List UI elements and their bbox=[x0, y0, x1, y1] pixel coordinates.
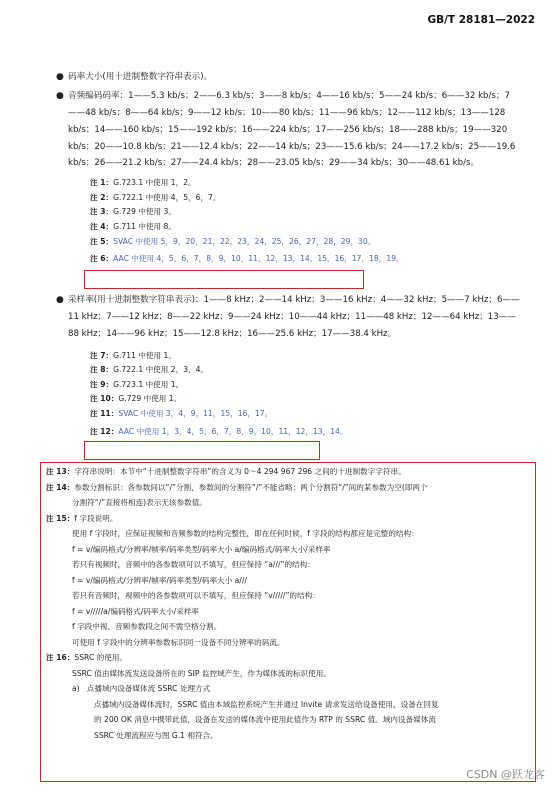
note-7: 注 7：G.711 中使用 1。 bbox=[90, 350, 176, 360]
note-11: 注 11：SVAC 中使用 3，4，9，11，15，16，17。 bbox=[90, 408, 273, 418]
f-field-format-audio: f = v/////a/编码格式/码率大小/采样率 bbox=[72, 606, 200, 616]
standard-number: GB/T 28181—2022 bbox=[427, 14, 535, 26]
rate-notes bbox=[56, 349, 526, 440]
item-a-line-3: SSRC 处理流程应与图 G.1 相符合。 bbox=[94, 730, 218, 740]
note-14: 注 14：参数分割标识：各参数间以“/”分割，参数间的分割符“/”不能省略；两个分割符“/”间的某参数为空(即两个 bbox=[46, 482, 428, 492]
note-13: 注 13：字符串说明：本节中“十进制整数字符串”的含义为 0～4 294 967 296 之间的十进制数字字符串。 bbox=[46, 467, 406, 476]
note-15: 注 15：f 字段说明。 bbox=[46, 513, 118, 523]
no-space-rule: f 字段中视、音频参数段之间不需空格分割。 bbox=[72, 622, 222, 631]
highlight-box-note-12 bbox=[84, 441, 320, 460]
f-field-intro: 使用 f 字段时，应保证视频和音频参数的结构完整性，即在任何时候，f 字段的结构都应是完整的结构： bbox=[72, 529, 419, 538]
bullet-icon: ● bbox=[56, 91, 64, 102]
note-5: 注 5：SVAC 中使用 5，9，20，21，22，23，24，25，26，27，28，29，30。 bbox=[90, 236, 376, 246]
highlight-box-note-6 bbox=[84, 270, 364, 289]
bullet-icon: ● bbox=[56, 72, 64, 82]
note-12: 注 12：AAC 中使用 1，3，4，5，6，7，8，9，10，11，12，13，14。 bbox=[90, 426, 348, 436]
note-10: 注 10：G.729 中使用 1。 bbox=[90, 394, 182, 404]
note-8: 注 8：G.722.1 中使用 2，3，4。 bbox=[90, 365, 209, 375]
lower-notes bbox=[46, 464, 532, 743]
audio-notes bbox=[56, 176, 526, 267]
note-6: 注 6：AAC 中使用 4，5，6，7，8，9，10，11，12，13，14，15，16，17，18，19。 bbox=[90, 254, 404, 264]
item-a: a) 点播域内设备媒体流 SSRC 处理方式 bbox=[72, 684, 211, 693]
sampling-section bbox=[56, 292, 526, 439]
f-field-format-video: f = v/编码格式/分辨率/帧率/码率类型/码率大小 a/// bbox=[72, 575, 247, 585]
bullet-icon: ● bbox=[56, 295, 64, 305]
f-field-format-full: f = v/编码格式/分辨率/帧率/码率类型/码率大小 a/编码格式/码率大小/采样率 bbox=[72, 544, 331, 554]
video-only-rule: 若只有视频时，音频中的各参数项可以不填写，但应保持 “a///”的结构： bbox=[72, 560, 315, 569]
note-2: 注 2：G.722.1 中使用 4，5，6，7。 bbox=[90, 192, 221, 202]
note-3: 注 3：G.729 中使用 3。 bbox=[90, 207, 176, 217]
note-1: 注 1：G.723.1 中使用 1，2。 bbox=[90, 178, 196, 188]
bullet-audio-bitrate: ● 音频编码码率：1——5.3 kb/s；2——6.3 kb/s；3——8 kb/s；4——16 kb/s；5——24 kb/s；6——32 kb/s；7——48 kb/s；8——64 kb/s；9——12 kb/s；10——80 kb/s；11——96 kb/s；12——112 kb/s；13——128 kb/s；14——160 kb/s；15——192 kb/s；16——224 kb/s；17——256 kb/s；18——288 kb/s；19——320 kb/s；20——10.8 kb/s；21——12.4 kb/s；22——14 kb/s；23——15.6 kb/s；24——17.2 kb/s；25——19.6 kb/s；26——21.2 kb/s；27——24.4 kb/s；28——23.05 kb/s；29——34 kb/s；30——48.61 kb/s。 bbox=[56, 88, 526, 172]
csdn-watermark: CSDN @跃龙客 bbox=[466, 768, 545, 781]
note-16: 注 16：SSRC 的使用。 bbox=[46, 653, 128, 662]
note-4: 注 4：G.711 中使用 8。 bbox=[90, 221, 176, 231]
bullet-sampling-rate: ● 采样率(用十进制整数字符串表示)：1——8 kHz；2——14 kHz；3——16 kHz；4——32 kHz；5——7 kHz；6——11 kHz；7——12 kHz；8——22 kHz；9——24 kHz；10——44 kHz；11——48 kHz；12——64 kHz；13——88 kHz；14——96 kHz；15——12.8 kHz；16——25.6 kHz；17——38.4 kHz。 bbox=[56, 292, 526, 344]
note-14-cont: 分割符“/”直接将相连)表示无该参数值。 bbox=[72, 498, 207, 507]
ssrc-origin: SSRC 值由媒体流发送设备所在的 SIP 监控域产生，作为媒体流的标识使用。 bbox=[72, 668, 331, 678]
note-9: 注 9：G.723.1 中使用 1。 bbox=[90, 379, 184, 389]
item-a-line-2: 的 200 OK 消息中携带此值，设备在发送的媒体流中使用此值作为 RTP 的 SSRC 值。域内设备媒体流 bbox=[94, 715, 436, 724]
audio-only-rule: 若只有音频时，视频中的各参数项可以不填写，但应保持 “v/////”的结构： bbox=[72, 591, 320, 600]
item-a-line-1: 点播域内设备媒体流时，SSRC 值由本域监控系统产生并通过 Invite 请求发送给设备使用，设备在回复 bbox=[94, 699, 439, 709]
bullet-bitrate-size: ● 码率大小(用十进制整数字符串表示)。 bbox=[56, 70, 526, 84]
resolution-rule: 可使用 f 字段中的分辨率参数标识同一设备不同分辨率的码流。 bbox=[72, 637, 285, 647]
audio-section bbox=[56, 70, 526, 267]
